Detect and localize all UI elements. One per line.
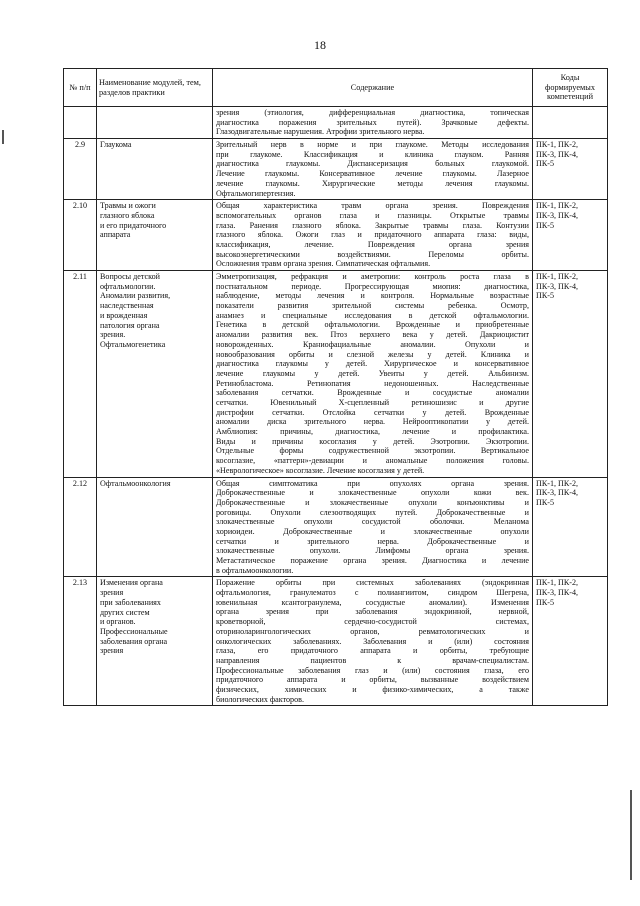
content-line: новообразования орбиты и слезной железы у детей. Клиника и bbox=[216, 349, 529, 359]
content-line: Виды и причины косоглазия у детей. Эзотропии. Экзотропии. bbox=[216, 436, 529, 446]
content-line: хориоидеи. Доброкачественные и злокачественные опухоли bbox=[216, 526, 529, 536]
content-line: глаза. Ранения глазного яблока. Закрытые травмы глаза. Контузии bbox=[216, 220, 529, 230]
competency-code-line: ПК-1, ПК-2, bbox=[536, 478, 579, 488]
content-line: новорожденных. Краниофациальные аномалии. Опухоли и bbox=[216, 339, 529, 349]
scan-edge-mark bbox=[2, 130, 4, 144]
module-name-cell bbox=[97, 107, 213, 139]
content-line: косоглазие, «паттерн»-девиации и аномальные положения головы. bbox=[216, 456, 529, 466]
content-cell bbox=[213, 200, 533, 271]
module-name-line: Офтальмогенетика bbox=[100, 339, 166, 349]
scan-edge-mark bbox=[630, 790, 632, 880]
row-number: 2.9 bbox=[64, 139, 97, 200]
competency-codes-cell bbox=[533, 139, 608, 200]
competency-code-line: ПК-5 bbox=[536, 291, 554, 301]
module-name-line: Травмы и ожоги bbox=[100, 201, 156, 211]
competency-code-line: ПК-3, ПК-4, bbox=[536, 210, 579, 220]
content-line: ювенильная ксантогранулема, сосудистые аномалии). Изменения bbox=[216, 597, 529, 607]
competency-code-line: ПК-1, ПК-2, bbox=[536, 140, 579, 150]
content-line: Амблиопия: причины, диагностика, лечение и профилактика. bbox=[216, 427, 529, 437]
content-line: придаточного аппарата и орбиты, вызванные воздействием bbox=[216, 675, 529, 685]
module-name-line: аппарата bbox=[100, 230, 131, 240]
competency-codes-cell bbox=[533, 107, 608, 139]
module-name-cell bbox=[97, 139, 213, 200]
module-name-line: и его придаточного bbox=[100, 220, 167, 230]
competency-code-line: ПК-3, ПК-4, bbox=[536, 149, 579, 159]
row-number: 2.11 bbox=[64, 271, 97, 477]
content-line: Зрительный нерв в норме и при глаукоме. Методы исследования bbox=[216, 140, 529, 150]
module-name-line: других систем bbox=[100, 607, 150, 617]
content-line: глаза, его придаточного аппарата и орбиты, требующие bbox=[216, 646, 529, 656]
page-number: 18 bbox=[314, 38, 326, 52]
module-name-line: зрения bbox=[100, 588, 124, 598]
competency-code-line: ПК-3, ПК-4, bbox=[536, 488, 579, 498]
content-line: Профессиональные заболевания глаз и (или) состояния глаза, его bbox=[216, 665, 529, 675]
content-line: аномалии диска зрительного нерва. Нейрооптикопатии у детей. bbox=[216, 417, 529, 427]
content-line: высокоэнергетическими воздействиями. Переломы орбиты. bbox=[216, 249, 529, 259]
content-cell bbox=[213, 139, 533, 200]
module-name-line: при заболеваниях bbox=[100, 597, 161, 607]
module-name-cell bbox=[97, 271, 213, 477]
row-number: 2.13 bbox=[64, 577, 97, 706]
content-line: органа зрения при заболевания эндокринной, нервной, bbox=[216, 607, 529, 617]
table-body bbox=[64, 107, 608, 706]
competency-code-line: ПК-3, ПК-4, bbox=[536, 588, 579, 598]
content-cell bbox=[213, 107, 533, 139]
competency-code-line: ПК-5 bbox=[536, 497, 554, 507]
content-line: Метастатическое поражение органа зрения. Диагностика и лечение bbox=[216, 556, 529, 565]
content-line: злокачественные опухоли. Лимфомы органа зрения. bbox=[216, 546, 529, 556]
content-line: вспомогательных органов глаза и глазницы. Открытые травмы bbox=[216, 210, 529, 220]
content-line: зрения (этиология, дифференциальная диагностика, топическая bbox=[216, 108, 529, 117]
content-line: Осложнения травм органа зрения. Симпатическая офтальмия. bbox=[216, 259, 431, 269]
header-number: № п/п bbox=[64, 69, 97, 107]
row-number: 2.10 bbox=[64, 200, 97, 271]
module-name-line: Изменения органа bbox=[100, 578, 163, 588]
content-line: показатели развития зрительной системы ребенка. Осмотр, bbox=[216, 301, 529, 311]
table-row bbox=[64, 200, 608, 271]
competency-codes-cell bbox=[533, 577, 608, 706]
module-name-cell bbox=[97, 477, 213, 577]
competency-code-line: ПК-3, ПК-4, bbox=[536, 281, 579, 291]
competency-codes-cell bbox=[533, 271, 608, 477]
module-name-line: Аномалии развития, bbox=[100, 291, 171, 301]
competency-codes-cell bbox=[533, 477, 608, 577]
module-name-line: Глаукома bbox=[100, 140, 132, 150]
table-row bbox=[64, 271, 608, 477]
content-line: Ретинобластома. Ретинопатия недоношенных. Наследственные bbox=[216, 378, 529, 388]
content-line: сетчатки и зрительного нерва. Доброкачественные и bbox=[216, 536, 529, 546]
content-line: физических, химических и физико-химических, а также bbox=[216, 684, 529, 694]
table-row bbox=[64, 577, 608, 706]
content-line: наблюдение, методы лечения и контроля. Нормальные возрастные bbox=[216, 291, 529, 301]
content-line: офтальмология, гранулематоз с полиангиитом, синдром Шегрена, bbox=[216, 588, 529, 598]
competency-code-line: ПК-1, ПК-2, bbox=[536, 272, 579, 282]
content-line: сетчатки. Ювенильный Х-сцепленный ретиношизис и другие bbox=[216, 397, 529, 407]
module-name-line: патология органа bbox=[100, 320, 160, 330]
content-line: диагностика глаукомы. Диспансеризация больных глаукомой. bbox=[216, 159, 529, 169]
row-number: 2.12 bbox=[64, 477, 97, 577]
content-line: Эмметропизация, рефракция и аметропии: контроль роста глаза в bbox=[216, 272, 529, 282]
module-name-line: Профессиональные bbox=[100, 626, 168, 636]
competency-code-line: ПК-5 bbox=[536, 220, 554, 230]
content-line: Лечение глаукомы. Консервативное лечение глаукомы. Лазерное bbox=[216, 169, 529, 179]
table-header-row bbox=[64, 69, 608, 107]
content-line: заболевания сетчатки. Врожденные и сосудистые аномалии bbox=[216, 388, 529, 398]
module-name-line: Офтальмоонкология bbox=[100, 478, 171, 488]
content-line: Общая характеристика травм органа зрения. Повреждения bbox=[216, 201, 529, 211]
content-line: при глаукоме. Классификация и клиника глауком. Ранняя bbox=[216, 149, 529, 159]
header-competency-codes: Коды формируемых компетенций bbox=[533, 69, 608, 107]
content-line: направления пациентов к врачам-специалистам. bbox=[216, 655, 529, 665]
content-line: оториноларингологических органов, ревматологических и bbox=[216, 626, 529, 636]
content-line: Офтальмогипертензия. bbox=[216, 188, 296, 198]
content-line: диагностика глаукомы у детей. Хирургическое и консервативное bbox=[216, 359, 529, 369]
competency-code-line: ПК-1, ПК-2, bbox=[536, 578, 579, 588]
table-row bbox=[64, 477, 608, 577]
module-name-line: наследственная bbox=[100, 301, 154, 311]
content-line: Поражение орбиты при системных заболеваниях (эндокринная bbox=[216, 578, 529, 588]
module-name-line: зрения bbox=[100, 646, 124, 656]
content-line: постнатальном периоде. Прогрессирующая миопия: диагностика, bbox=[216, 281, 529, 291]
content-line: Общая симптоматика при опухолях органа зрения. bbox=[216, 478, 529, 488]
competency-code-line: ПК-5 bbox=[536, 159, 554, 169]
table-row bbox=[64, 139, 608, 200]
content-cell bbox=[213, 271, 533, 477]
content-line: анамнез и специальные исследования в детской офтальмологии. bbox=[216, 310, 529, 320]
competency-codes-cell bbox=[533, 200, 608, 271]
content-line: классификация, лечение. Повреждения органа зрения bbox=[216, 239, 529, 249]
content-line: лечение глаукомы. Хирургические методы лечения глаукомы. bbox=[216, 178, 529, 188]
content-line: Доброкачественные и злокачественные опухоли кожи век. bbox=[216, 488, 529, 498]
module-name-line: и органов. bbox=[100, 617, 136, 627]
competency-code-line: ПК-1, ПК-2, bbox=[536, 201, 579, 211]
module-name-line: офтальмологии. bbox=[100, 281, 156, 291]
module-name-cell bbox=[97, 577, 213, 706]
content-line: дистрофии сетчатки. Отслойка сетчатки у детей. Врожденные bbox=[216, 407, 529, 417]
content-line: Отдельные формы содружественной экзотропии. Вертикальное bbox=[216, 446, 529, 456]
content-line: глазного яблока. Ожоги глаз и придаточного аппарата глаза: виды, bbox=[216, 230, 529, 240]
module-name-line: зрения. bbox=[100, 330, 126, 340]
content-line: в офтальмоонкологии. bbox=[216, 565, 294, 575]
content-line: Глазодвигательные нарушения. Атрофии зрительного нерва. bbox=[216, 127, 425, 137]
content-line: биологических факторов. bbox=[216, 694, 304, 704]
content-line: роговицы. Опухоли слезоотводящих путей. Доброкачественные и bbox=[216, 507, 529, 517]
content-cell bbox=[213, 577, 533, 706]
content-line: Генетика в детской офтальмологии. Врожденные и приобретенные bbox=[216, 320, 529, 330]
table-row bbox=[64, 107, 608, 139]
content-cell bbox=[213, 477, 533, 577]
header-content: Содержание bbox=[213, 69, 533, 107]
module-name-line: заболевания органа bbox=[100, 636, 168, 646]
content-line: злокачественные опухоли сосудистой оболочки. Меланома bbox=[216, 517, 529, 527]
curriculum-table bbox=[63, 68, 608, 706]
content-line: кроветворной, сердечно-сосудистой системах, bbox=[216, 617, 529, 627]
competency-code-line: ПК-5 bbox=[536, 597, 554, 607]
content-line: лечение глаукомы у детей. Увеиты у детей. Альбинизм. bbox=[216, 368, 529, 378]
header-module-name: Наименование модулей, тем, разделов практики bbox=[97, 69, 213, 107]
module-name-line: Вопросы детской bbox=[100, 272, 160, 282]
content-line: «Неврологическое» косоглазие. Лечение косоглазия у детей. bbox=[216, 465, 425, 475]
module-name-line: глазного яблока bbox=[100, 210, 155, 220]
content-line: Доброкачественные и злокачественные опухоли конъюнктивы и bbox=[216, 497, 529, 507]
module-name-cell bbox=[97, 200, 213, 271]
content-line: диагностика поражения зрительных путей). Зрачковые дефекты. bbox=[216, 117, 529, 127]
module-name-line: и врожденная bbox=[100, 310, 148, 320]
row-number bbox=[64, 107, 97, 139]
content-line: онкологических заболеваниях. Заболевания и (или) состояния bbox=[216, 636, 529, 646]
content-line: аномалии развития век. Птоз верхнего века у детей. Дакриоцистит bbox=[216, 330, 529, 340]
